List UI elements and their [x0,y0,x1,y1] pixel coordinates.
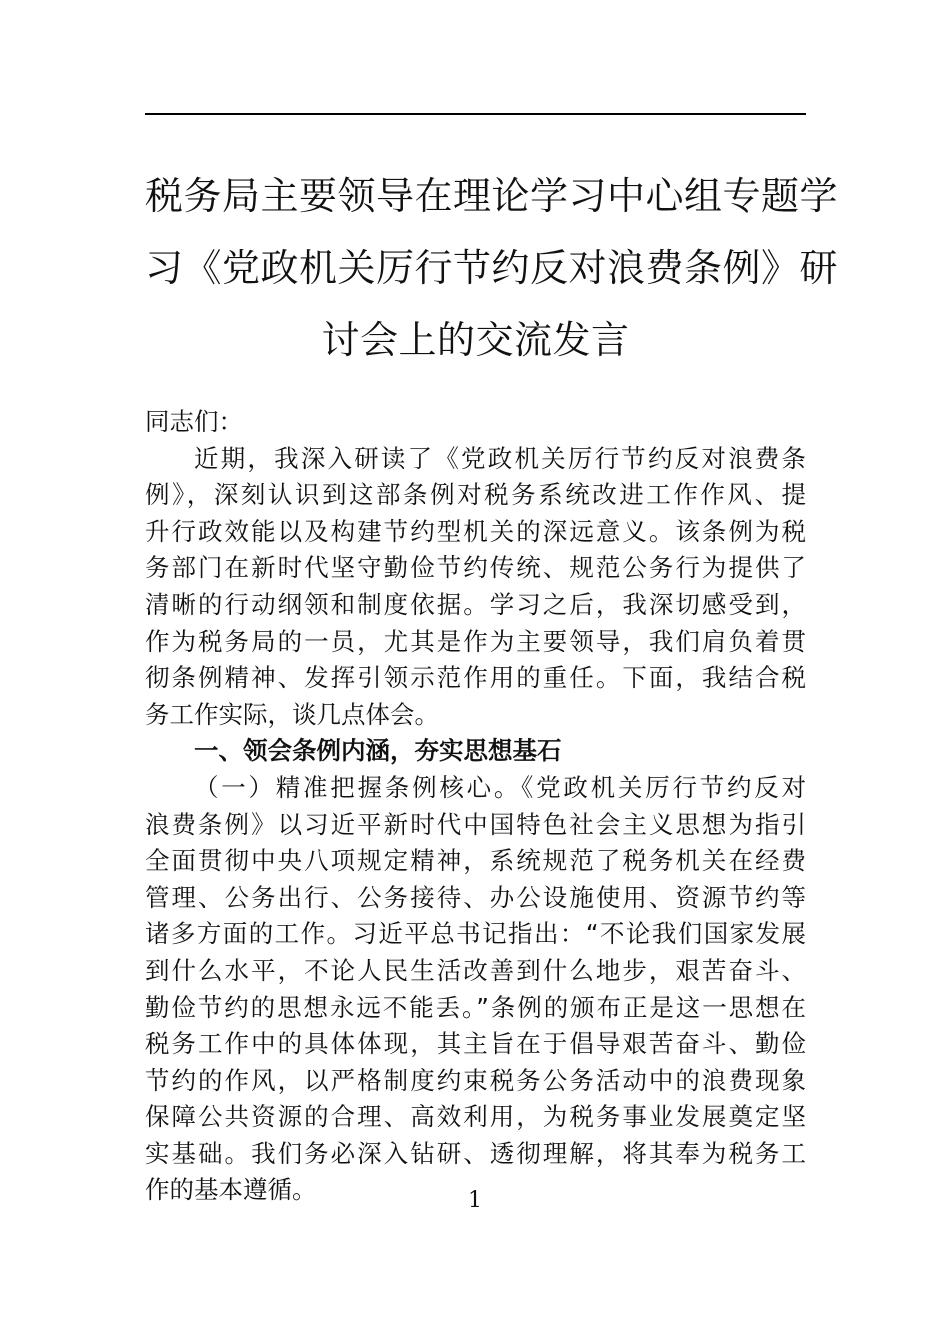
paragraph-line: 例》，深刻认识到这部条例对税务系统改进工作作风、提 [145,480,806,510]
header-rule [145,113,806,115]
salutation: 同志们： [145,407,243,436]
paragraph-line: 务工作实际，谈几点体会。 [145,699,439,729]
page-number: 1 [468,1188,482,1213]
paragraph-line: 清晰的行动纲领和制度依据。学习之后，我深切感受到， [145,589,806,619]
paragraph-line: 作的基本遵循。 [145,1175,317,1205]
document-title [145,160,839,376]
paragraph-line: 全面贯彻中央八项规定精神，系统规范了税务机关在经费 [145,846,806,876]
paragraph-line: 管理、公务出行、公务接待、办公设施使用、资源节约等 [145,882,806,912]
document-body [145,404,806,1209]
paragraph-line: 升行政效能以及构建节约型机关的深远意义。该条例为税 [145,516,806,546]
paragraph-line: 彻条例精神、发挥引领示范作用的重任。下面，我结合税 [145,663,806,693]
paragraph-line: 务部门在新时代坚守勤俭节约传统、规范公务行为提供了 [145,553,806,583]
paragraph-line: 到什么水平，不论人民生活改善到什么地步，艰苦奋斗、 [145,955,806,985]
paragraph-line: 实基础。我们务必深入钻研、透彻理解，将其奉为税务工 [145,1138,806,1168]
paragraph-line: 保障公共资源的合理、高效利用，为税务事业发展奠定坚 [145,1102,806,1132]
paragraph-line: 诸多方面的工作。习近平总书记指出：“不论我们国家发展 [145,919,806,949]
section-heading: 一、领会条例内涵，夯实思想基石 [194,736,562,766]
paragraph-line: 节约的作风，以严格制度约束税务公务活动中的浪费现象 [145,1065,806,1095]
paragraph-line: 作为税务局的一员，尤其是作为主要领导，我们肩负着贯 [145,626,806,656]
paragraph-line: （一）精准把握条例核心。《党政机关厉行节约反对 [194,772,806,802]
title-line: 税务局主要领导在理论学习中心组专题学 [145,174,839,218]
paragraph-line: 勤俭节约的思想永远不能丢。”条例的颁布正是这一思想在 [145,992,806,1022]
paragraph-line: 浪费条例》以习近平新时代中国特色社会主义思想为指引 [145,809,806,839]
title-line: 习《党政机关厉行节约反对浪费条例》研 [145,246,839,290]
title-line: 讨会上的交流发言 [321,318,630,362]
paragraph-line: 近期，我深入研读了《党政机关厉行节约反对浪费条 [194,443,806,473]
paragraph-line: 税务工作中的具体体现，其主旨在于倡导艰苦奋斗、勤俭 [145,1029,806,1059]
